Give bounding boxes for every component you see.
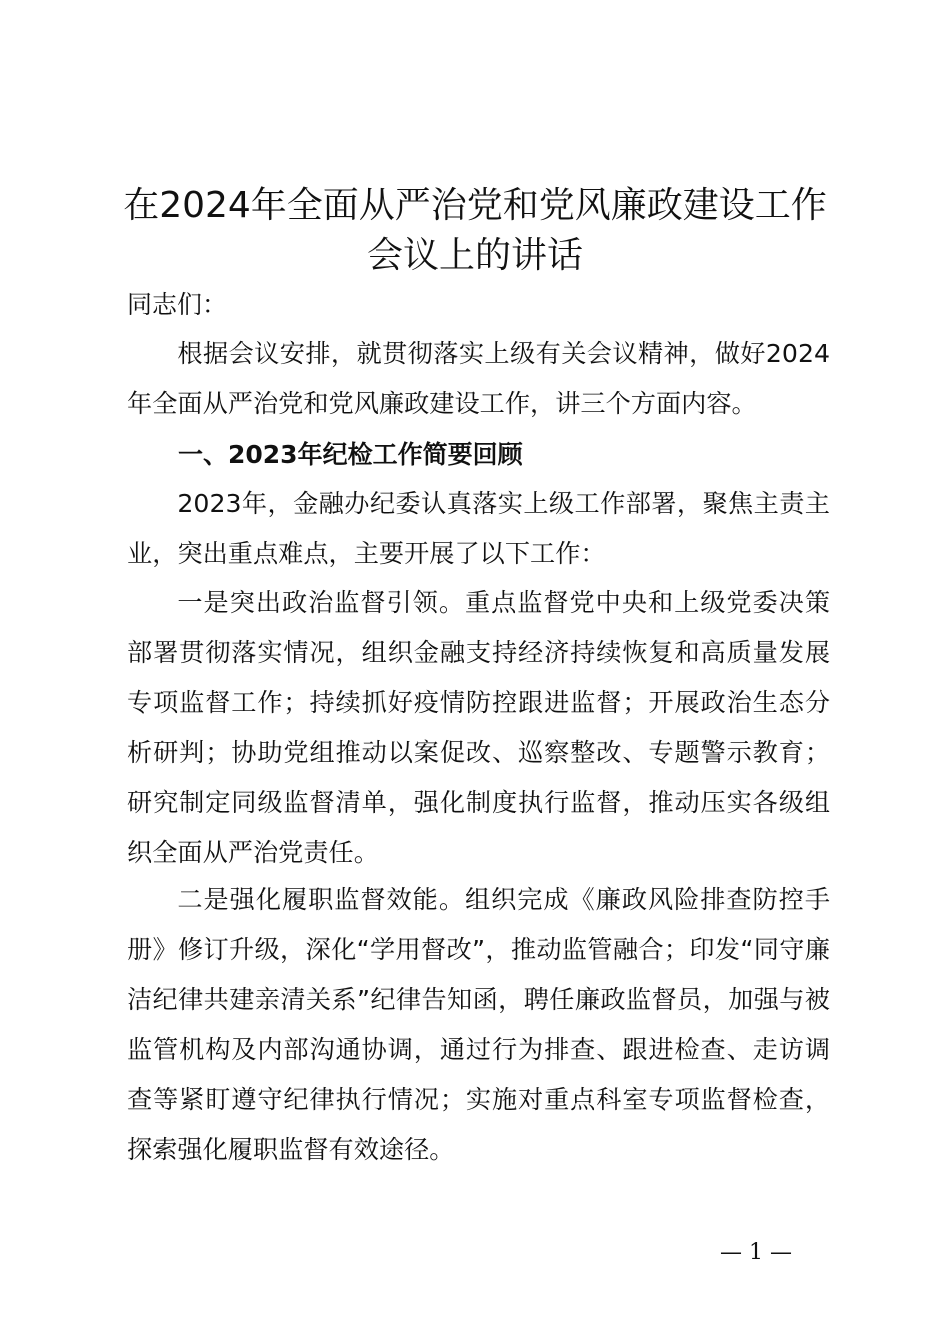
salutation: 同志们： — [127, 290, 228, 319]
document-title-line-2: 会议上的讲话 — [366, 235, 583, 276]
paragraph-duty-supervision: 二是强化履职监督效能。组织完成《廉政风险排查防控手册》修订升级，深化“学用督改”，推动监管融合；印发“同守廉洁纪律共建亲清关系”纪律告知函，聘任廉政监督员，加强与被监管机构及内部沟通协调，通过行为排查、跟进检查、走访调查等紧盯遵守纪律执行情况；实施对重点科室专项监督检查，探索强化履职监督有效途径。 — [127, 885, 830, 1164]
section-heading: 一、2023年纪检工作简要回顾 — [178, 440, 523, 469]
document-title-line-1: 在2024年全面从严治党和党风廉政建设工作 — [123, 185, 827, 226]
paragraph-overview: 2023年，金融办纪委认真落实上级工作部署，聚焦主责主业，突出重点难点，主要开展了以下工作： — [127, 489, 830, 568]
paragraph-political-supervision: 一是突出政治监督引领。重点监督党中央和上级党委决策部署贯彻落实情况，组织金融支持经济持续恢复和高质量发展专项监督工作；持续抓好疫情防控跟进监督；开展政治生态分析研判；协助党组推动以案促改、巡察整改、专题警示教育；研究制定同级监督清单，强化制度执行监督，推动压实各级组织全面从严治党责任。 — [127, 588, 830, 867]
paragraph-intro: 根据会议安排，就贯彻落实上级有关会议精神，做好2024年全面从严治党和党风廉政建设工作，讲三个方面内容。 — [127, 339, 830, 418]
page-number: — 1 — — [720, 1240, 792, 1265]
